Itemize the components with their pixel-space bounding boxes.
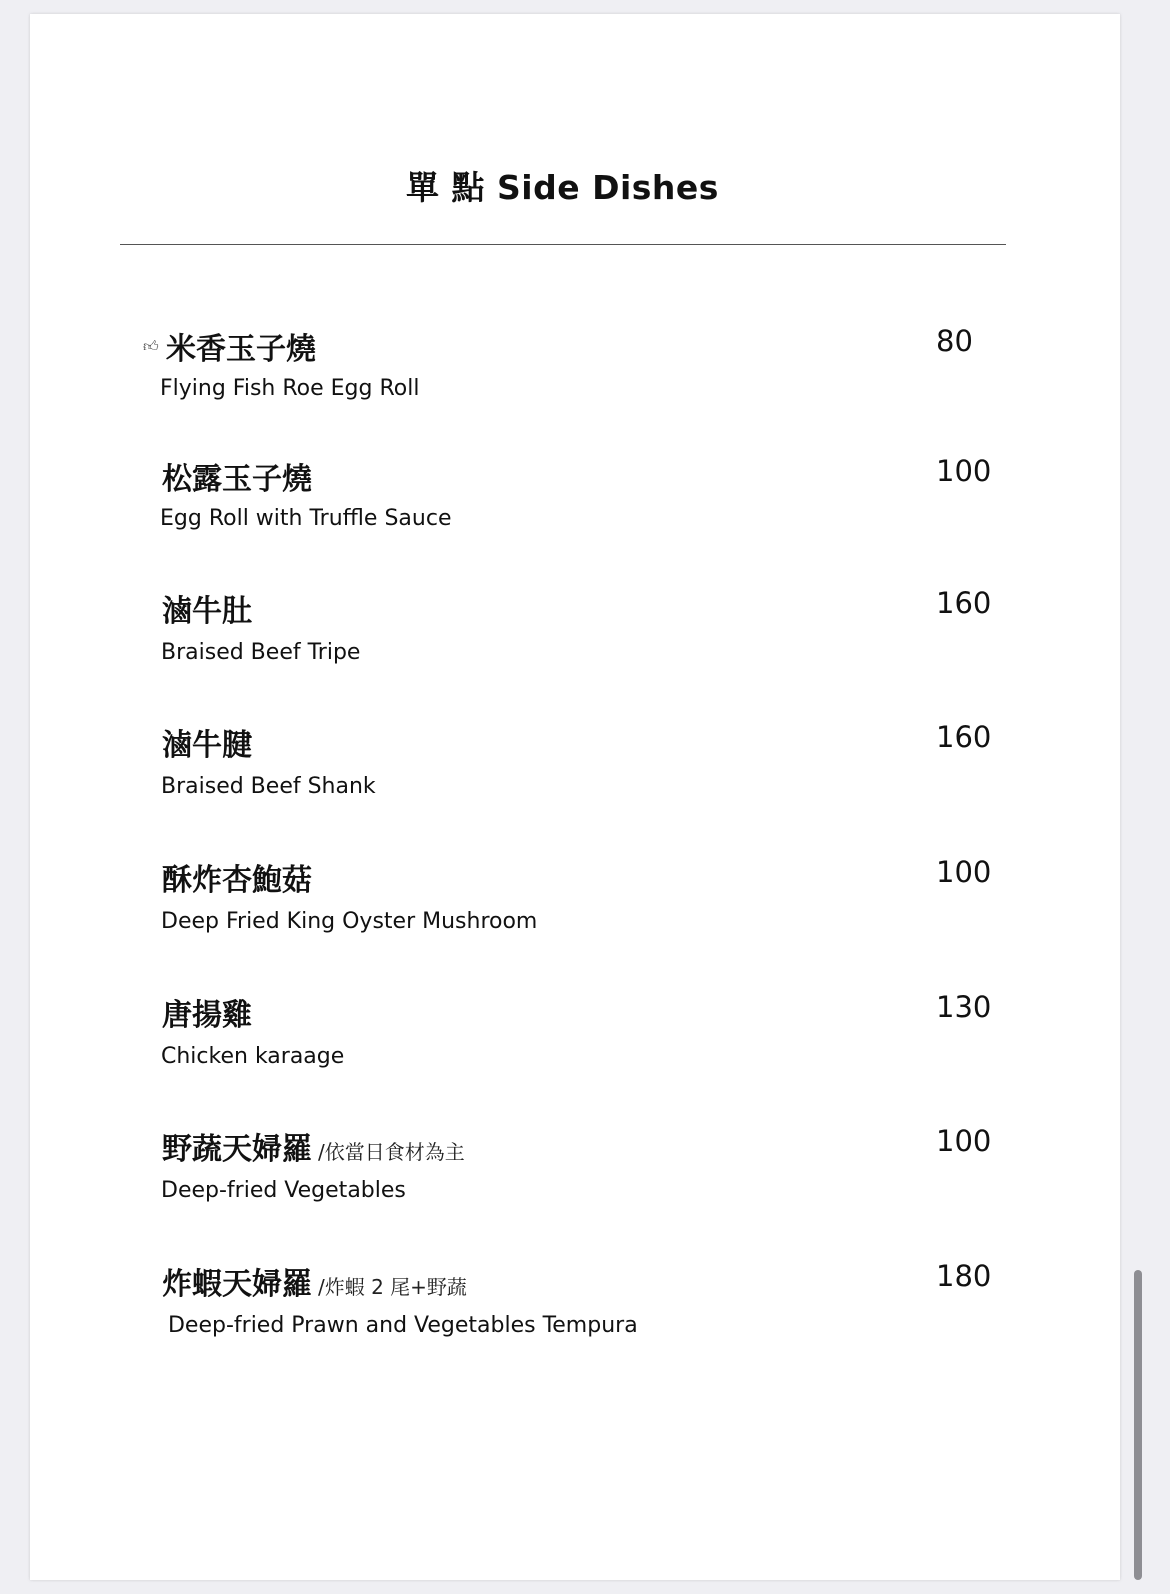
- item-name-en: Deep-fried Prawn and Vegetables Tempura: [161, 1313, 638, 1338]
- thumbs-up-icon: 👍︎: [143, 337, 159, 355]
- item-name-zh-text: 滷牛腱: [162, 728, 252, 763]
- item-name-zh-text: 野蔬天婦羅: [162, 1132, 312, 1167]
- item-name-zh-text: 酥炸杏鮑菇: [162, 863, 312, 898]
- item-price: 100: [936, 1124, 992, 1158]
- item-price: 100: [936, 855, 992, 889]
- item-name-zh: [166, 324, 316, 368]
- item-price: 80: [936, 324, 973, 358]
- item-name-en: Egg Roll with Truffle Sauce: [160, 506, 452, 531]
- item-price: 100: [936, 454, 992, 488]
- item-note: /依當日食材為主: [318, 1140, 465, 1164]
- item-name-zh: [162, 855, 312, 899]
- item-note: /炸蝦 2 尾+野蔬: [318, 1275, 467, 1299]
- item-name-en: Flying Fish Roe Egg Roll: [160, 376, 420, 401]
- item-name-en: Braised Beef Shank: [161, 774, 376, 799]
- item-name-zh-text: 松露玉子燒: [162, 462, 312, 497]
- item-name-zh: [162, 720, 252, 764]
- vertical-scrollbar[interactable]: [1134, 1270, 1142, 1580]
- item-name-zh: [162, 586, 252, 630]
- item-name-en: Chicken karaage: [161, 1044, 345, 1069]
- item-price: 160: [936, 586, 992, 620]
- item-name-zh-text: 唐揚雞: [162, 998, 252, 1033]
- page-title: 單 點 Side Dishes: [406, 168, 719, 207]
- title-divider: [120, 244, 1006, 245]
- item-name-zh: [162, 990, 252, 1034]
- item-name-en: Deep Fried King Oyster Mushroom: [161, 909, 538, 934]
- item-name-zh: [162, 1124, 465, 1168]
- menu-page: [30, 14, 1120, 1580]
- item-name-en: Braised Beef Tripe: [161, 640, 361, 665]
- item-name-zh-text: 炸蝦天婦羅: [162, 1267, 312, 1302]
- item-name-zh: [162, 454, 312, 498]
- item-price: 130: [936, 990, 992, 1024]
- item-price: 180: [936, 1259, 992, 1293]
- item-name-zh-text: 米香玉子燒: [166, 332, 316, 367]
- item-name-zh: [162, 1259, 467, 1303]
- item-name-en: Deep-fried Vegetables: [161, 1178, 406, 1203]
- item-name-zh-text: 滷牛肚: [162, 594, 252, 629]
- item-price: 160: [936, 720, 992, 754]
